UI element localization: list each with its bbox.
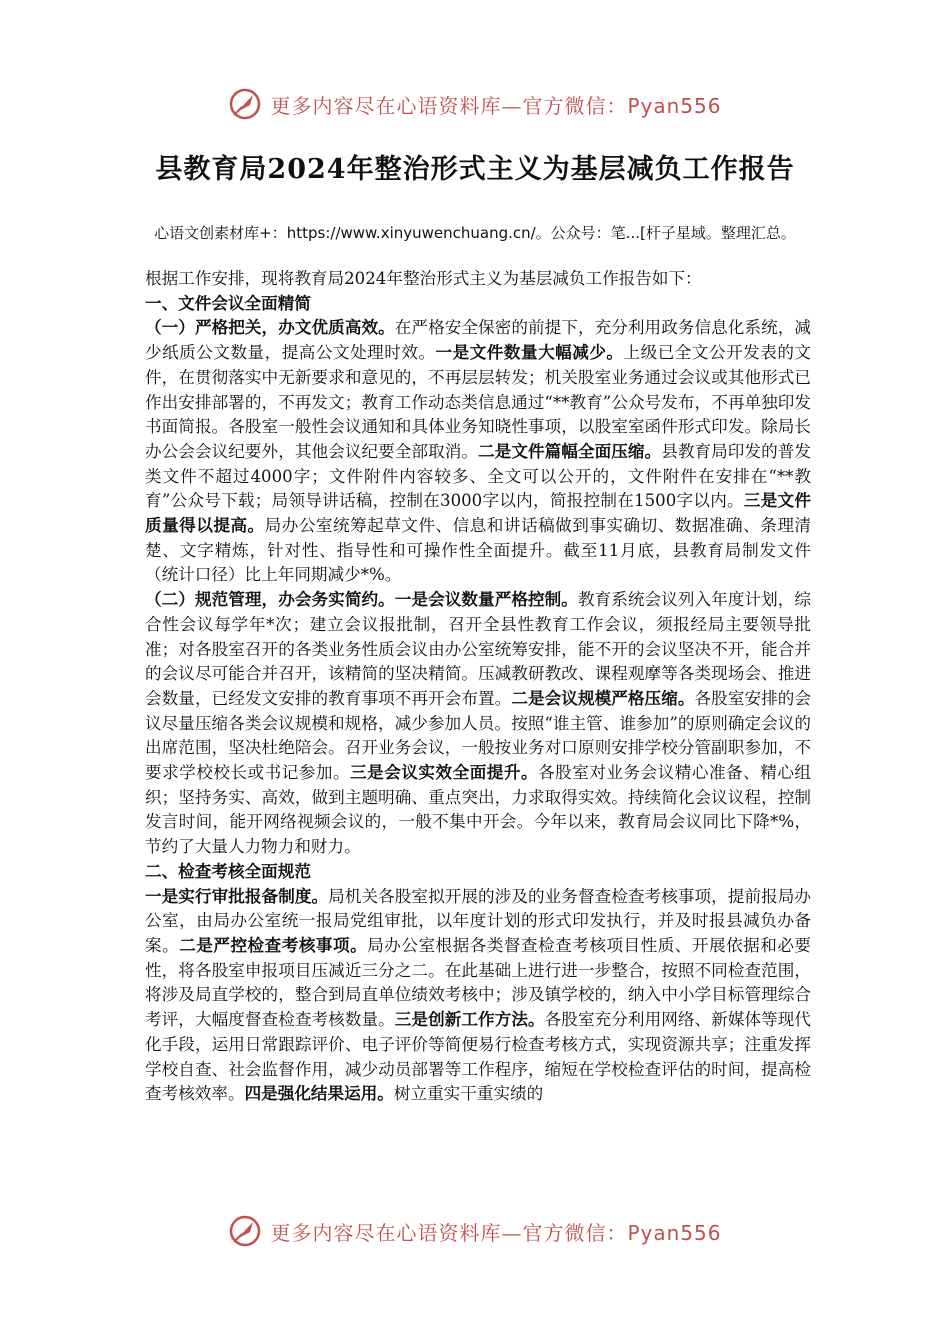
quill-logo-icon — [228, 87, 262, 121]
watermark-text: 更多内容尽在心语资料库—官方微信：Pyan556 — [270, 1220, 722, 1245]
section-heading: 二、检查考核全面规范 — [145, 861, 311, 881]
document-title: 县教育局2024年整治形式主义为基层减负工作报告 — [155, 154, 795, 185]
paragraph: 一是实行审批报备制度。局机关各股室拟开展的涉及的业务督查检查考核事项，提前报局办公室，由局办公室统一报局党组审批，以年度计划的形式印发执行，并及时报县减负办备案。二是严控检查考核事项。局办公室根据各类督查检查考核项目性质、开展依据和必要性，将各股室申报项目压减近三分之二。在此基础上进行进一步整合，按照不同检查范围，将涉及局直学校的，整合到局直单位绩效考核中；涉及镇学校的，纳入中小学目标管理综合考评，大幅度督查检查考核数量。三是创新工作方法。各股室充分利用网络、新媒体等现代化手段，运用日常跟踪评价、电子评价等简便易行检查考核方式，实现资源共享；注重发挥学校自查、社会监督作用，减少动员部署等工作程序，缩短在学校检查评估的时间，提高检查考核效率。四是强化结果运用。树立重实干重实绩的 — [145, 886, 812, 1104]
watermark-text: 更多内容尽在心语资料库—官方微信：Pyan556 — [270, 93, 722, 118]
paragraph: （二）规范管理，办会务实简约。一是会议数量严格控制。教育系统会议列入年度计划，综合性会议每学年*次；建立会议报批制，召开全县性教育工作会议，须报经局主要领导批准；对各股室召开的各类业务性质会议由办公室统筹安排，能不开的会议坚决不开，能合并的会议尽可能合并召开，该精简的坚决精简。压减教研教改、课程观摩等各类现场会、推进会数量，已经发文安排的教育事项不再开会布置。二是会议规模严格压缩。各股室安排的会议尽量压缩各类会议规模和规格，减少参加人员。按照“谁主管、谁参加”的原则确定会议的出席范围，坚决杜绝陪会。召开业务会议，一般按业务对口原则安排学校分管副职参加，不要求学校校长或书记参加。三是会议实效全面提升。各股室对业务会议精心准备、精心组织；坚持务实、高效，做到主题明确、重点突出，力求取得实效。持续简化会议议程，控制发言时间，能开网络视频会议的，一般不集中开会。今年以来，教育局会议同比下降*%，节约了大量人力物力和财力。 — [145, 590, 812, 857]
section-heading: 一、文件会议全面精简 — [145, 293, 311, 313]
header-watermark — [0, 84, 950, 124]
quill-logo-icon — [228, 1214, 262, 1248]
document-body — [145, 267, 811, 1107]
footer-watermark — [0, 1211, 950, 1251]
intro-paragraph: 根据工作安排，现将教育局2024年整治形式主义为基层减负工作报告如下： — [145, 269, 702, 288]
paragraph: （一）严格把关，办文优质高效。在严格安全保密的前提下，充分利用政务信息化系统，减少纸质公文数量，提高公文处理时效。一是文件数量大幅减少。上级已全文公开发表的文件，在贯彻落实中无新要求和意见的，不再层层转发；机关股室业务通过会议或其他形式已作出安排部署的，不再发文；教育工作动态类信息通过“**教育”公众号发布，不再单独印发书面简报。各股室一般性会议通知和具体业务知晓性事项，以股室室函件形式印发。除局长办公会会议纪要外，其他会议纪要全部取消。二是文件篇幅全面压缩。县教育局印发的普发类文件不超过4000字；文件附件内容较多、全文可以公开的，文件附件在安排在“**教育”公众号下载；局领导讲话稿，控制在3000字以内，简报控制在1500字以内。三是文件质量得以提高。局办公室统筹起草文件、信息和讲话稿做到事实确切、数据准确、条理清楚、文字精炼，针对性、指导性和可操作性全面提升。截至11月底，县教育局制发文件（统计口径）比上年同期减少*%。 — [145, 318, 812, 585]
source-line: 心语文创素材库+：https://www.xinyuwenchuang.cn/。公众号：笔...[杆子星域。整理汇总。 — [154, 224, 796, 242]
